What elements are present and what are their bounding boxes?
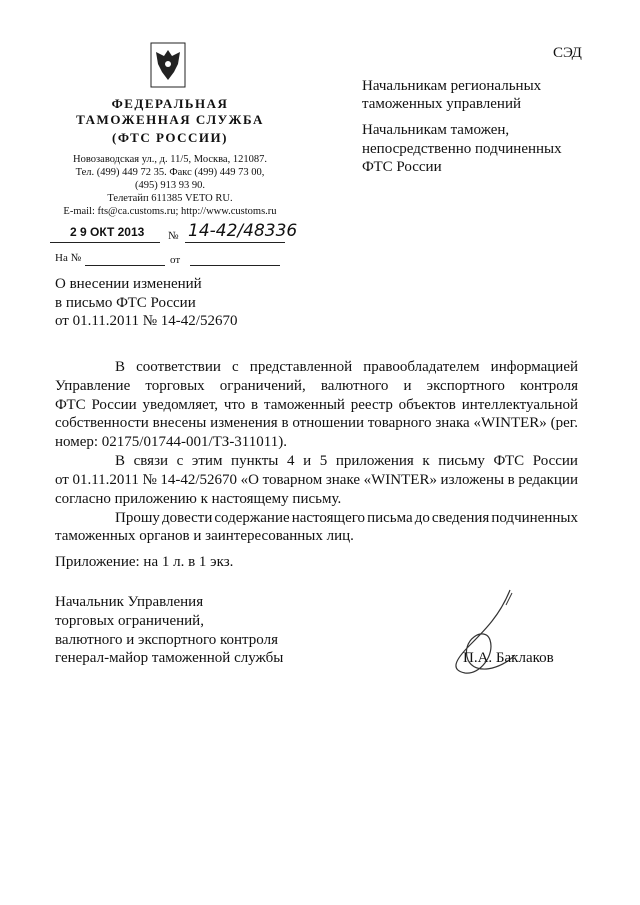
from-label: от bbox=[170, 254, 181, 266]
org-name-abbr: (ФТС РОССИИ) bbox=[112, 130, 228, 145]
body-line: согласно приложению к настоящему письму. bbox=[55, 491, 342, 507]
body-line: В соответствии с представленной правообладателем информацией bbox=[115, 359, 579, 375]
signer-position: генерал-майор таможенной службы bbox=[55, 650, 284, 666]
recipient-line: Начальникам региональных bbox=[362, 78, 542, 94]
teletype-line: Телетайп 611385 VETO RU. bbox=[107, 193, 233, 204]
recipient-line: таможенных управлений bbox=[362, 96, 522, 112]
sed-mark: СЭД bbox=[553, 45, 582, 61]
recipient-line: ФТС России bbox=[362, 159, 442, 175]
body-line: В связи с этим пункты 4 и 5 приложения к письму ФТС России bbox=[115, 453, 578, 469]
org-name-line2: ТАМОЖЕННАЯ СЛУЖБА bbox=[76, 112, 264, 127]
body-line: таможенных органов и заинтересованных лиц. bbox=[55, 528, 354, 544]
org-name-line1: ФЕДЕРАЛЬНАЯ bbox=[111, 96, 229, 111]
subject-line: в письмо ФТС России bbox=[55, 295, 196, 311]
body-line: собственности внесены изменения в отношении товарного знака «WINTER» (рег. bbox=[55, 415, 578, 431]
number-label: № bbox=[168, 230, 179, 242]
document-number: 14-42/48336 bbox=[188, 221, 298, 241]
signer-position: валютного и экспортного контроля bbox=[55, 632, 278, 648]
handwritten-signature bbox=[440, 585, 530, 685]
attachment-note: Приложение: на 1 л. в 1 экз. bbox=[55, 554, 234, 570]
body-line: Управление торговых ограничений, валютного и экспортного контроля bbox=[55, 378, 578, 394]
body-line: Прошу довести содержание настоящего письма до сведения подчиненных bbox=[115, 510, 578, 526]
recipient-line: непосредственно подчиненных bbox=[362, 141, 562, 157]
body-line: ФТС России уведомляет, что в таможенный реестр объектов интеллектуальной bbox=[55, 397, 579, 413]
signer-name: П.А. Баклаков bbox=[463, 650, 554, 666]
body-line: номер: 02175/01744-001/ТЗ-311011). bbox=[55, 434, 287, 450]
email-line: E-mail: fts@ca.customs.ru; http://www.customs.ru bbox=[63, 206, 277, 217]
subject-line: от 01.11.2011 № 14-42/52670 bbox=[55, 313, 238, 329]
signer-position: торговых ограничений, bbox=[55, 613, 204, 629]
recipient-line: Начальникам таможен, bbox=[362, 122, 510, 138]
phone-line-2: (495) 913 93 90. bbox=[135, 180, 205, 191]
document-date: 2 9 ОКТ 2013 bbox=[70, 225, 145, 239]
coat-of-arms-emblem bbox=[150, 42, 186, 88]
body-line: от 01.11.2011 № 14-42/52670 «О товарном знаке «WINTER» изложены в редакции bbox=[55, 472, 578, 488]
ref-label: На № bbox=[55, 252, 82, 264]
address-line: Новозаводская ул., д. 11/5, Москва, 121087. bbox=[73, 154, 267, 165]
signer-position: Начальник Управления bbox=[55, 594, 204, 610]
subject-line: О внесении изменений bbox=[55, 276, 202, 292]
phone-line: Тел. (499) 449 72 35. Факс (499) 449 73 00, bbox=[75, 167, 265, 178]
